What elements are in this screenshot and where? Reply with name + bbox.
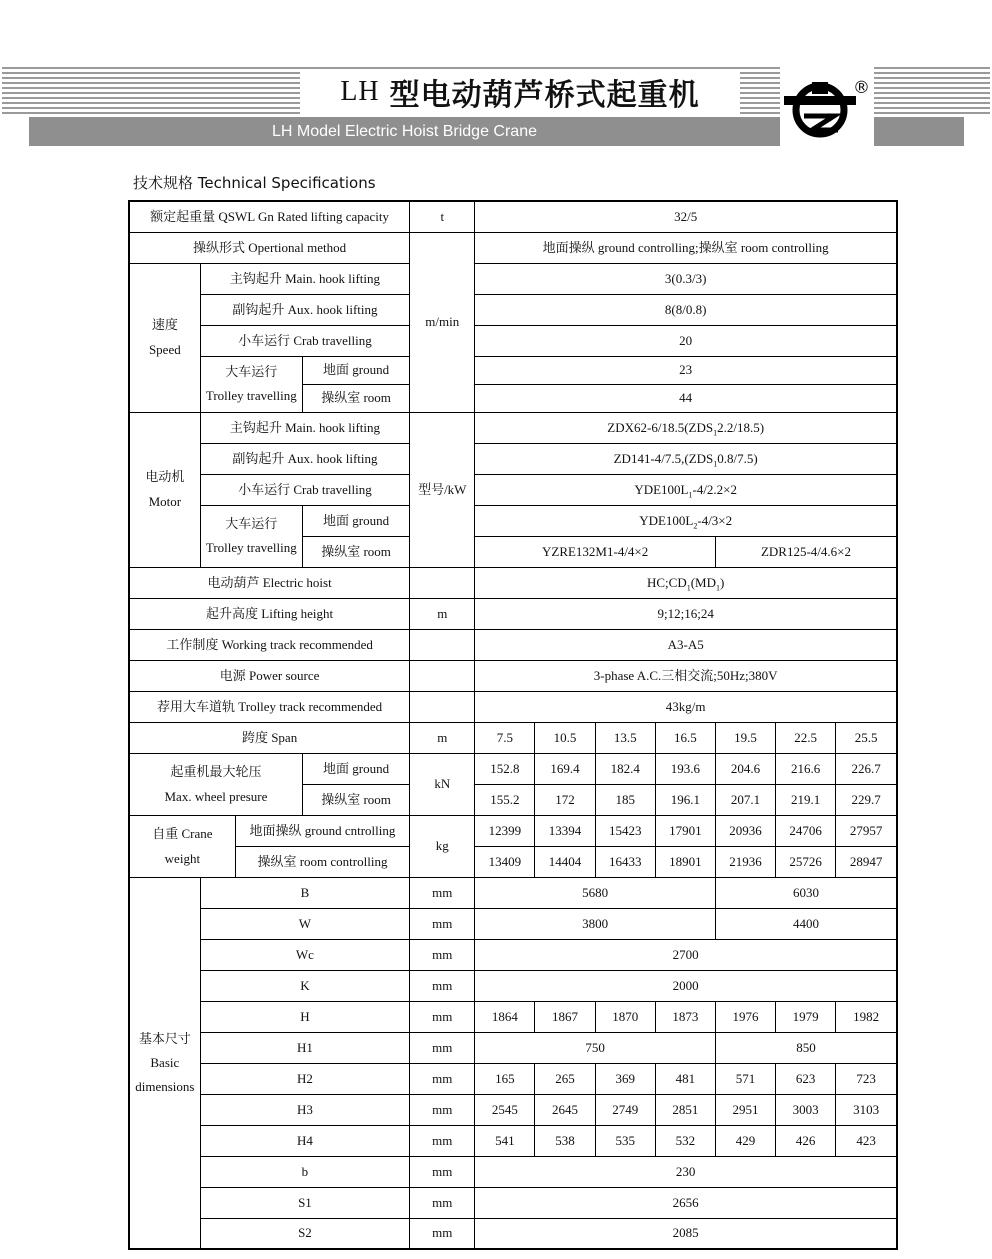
dim-unit: mm [410, 970, 475, 1001]
wheel-cell: 229.7 [836, 784, 897, 815]
dim-unit: mm [410, 877, 475, 908]
wheel-cell: 207.1 [715, 784, 775, 815]
dim-value: 850 [715, 1032, 897, 1063]
operation-value: 地面操纵 ground controlling;操纵室 room controlling [475, 232, 897, 263]
span-cell: 19.5 [715, 722, 775, 753]
table-row [129, 1001, 897, 1032]
motor-trolley-cn: 大车运行 [225, 516, 278, 531]
speed-ground-label: 地面 ground [302, 356, 409, 384]
speed-main-hook-label: 主钩起升 Main. hook lifting [200, 263, 410, 294]
table-row [129, 1063, 897, 1094]
value-subscript: 2 [693, 521, 698, 531]
spec-table [128, 200, 898, 1250]
value-subscript: 1 [688, 490, 693, 500]
table-row [129, 201, 897, 232]
dim-unit: mm [410, 1187, 475, 1218]
dim-cell: 369 [595, 1063, 655, 1094]
dim-value: 4400 [715, 908, 897, 939]
wheel-cell: 216.6 [776, 753, 836, 784]
dim-cell: 532 [655, 1125, 715, 1156]
wheel-cell: 185 [595, 784, 655, 815]
table-row [129, 474, 897, 505]
dim-cell: 535 [595, 1125, 655, 1156]
table-row [129, 629, 897, 660]
dim-unit: mm [410, 908, 475, 939]
motor-group [129, 412, 200, 567]
weight-cell: 21936 [715, 846, 775, 877]
dim-cell: 426 [776, 1125, 836, 1156]
capacity-unit: t [410, 201, 475, 232]
section-title: 技术规格 Technical Specifications [133, 174, 376, 192]
table-row [129, 660, 897, 691]
duty-label: 工作制度 Working track recommended [129, 629, 410, 660]
wheel-cell: 226.7 [836, 753, 897, 784]
table-row [129, 1187, 897, 1218]
value-part: HC;CD [646, 574, 687, 590]
wheel-label [129, 753, 302, 815]
wheel-cell: 155.2 [475, 784, 535, 815]
dim-cell: 571 [715, 1063, 775, 1094]
motor-trolley-label [200, 505, 302, 567]
dim-value: 2085 [475, 1218, 897, 1249]
table-row [129, 598, 897, 629]
motor-group-cn: 电动机 [145, 469, 185, 484]
dim-cell: 541 [475, 1125, 535, 1156]
brand-logo [782, 72, 872, 146]
dim-cell: 2851 [655, 1094, 715, 1125]
dim-cell: 3003 [776, 1094, 836, 1125]
table-row [129, 877, 897, 908]
dim-cell: 1870 [595, 1001, 655, 1032]
dim-value: 230 [475, 1156, 897, 1187]
wheel-unit: kN [410, 753, 475, 815]
wheel-ground-label: 地面 ground [302, 753, 409, 784]
weight-cell: 14404 [535, 846, 595, 877]
dim-cell: 3103 [836, 1094, 897, 1125]
table-row [129, 356, 897, 384]
value-part: 2.2/18.5) [717, 419, 765, 435]
motor-room-value-a: YZRE132M1-4/4×2 [475, 536, 716, 567]
dim-label: H2 [200, 1063, 410, 1094]
header-band-right [874, 117, 964, 146]
weight-label [129, 815, 235, 877]
wheel-cell: 193.6 [655, 753, 715, 784]
dim-cell: 2749 [595, 1094, 655, 1125]
track-value: 43kg/m [475, 691, 897, 722]
speed-main-hook-value: 3(0.3/3) [475, 263, 897, 294]
weight-label-cn: 自重 Crane [152, 825, 213, 841]
weight-cell: 17901 [655, 815, 715, 846]
weight-cell: 16433 [595, 846, 655, 877]
dim-label: b [200, 1156, 410, 1187]
span-cell: 16.5 [655, 722, 715, 753]
value-part: -4/3×2 [697, 512, 733, 528]
span-cell: 25.5 [836, 722, 897, 753]
registered-mark: ® [853, 78, 870, 98]
speed-crab-label: 小车运行 Crab travelling [200, 325, 410, 356]
wheel-cell: 219.1 [776, 784, 836, 815]
power-value: 3-phase A.C.三相交流;50Hz;380V [475, 660, 897, 691]
capacity-value: 32/5 [475, 201, 897, 232]
dim-label: S2 [200, 1218, 410, 1249]
title-cn: 型电动葫芦桥式起重机 [389, 78, 700, 113]
dim-cell: 1867 [535, 1001, 595, 1032]
motor-group-en: Motor [148, 494, 182, 509]
dim-value: 6030 [715, 877, 897, 908]
value-subscript: 1 [713, 459, 718, 469]
dim-label: W [200, 908, 410, 939]
table-row [129, 443, 897, 474]
table-row [129, 294, 897, 325]
hoist-value [475, 567, 897, 598]
dim-unit: mm [410, 939, 475, 970]
speed-group-en: Speed [148, 342, 181, 357]
table-row [129, 970, 897, 1001]
wheel-cell: 196.1 [655, 784, 715, 815]
dim-label: H1 [200, 1032, 410, 1063]
value-part: -4/2.2×2 [692, 481, 738, 497]
table-row [129, 567, 897, 598]
dim-cell: 723 [836, 1063, 897, 1094]
operation-label: 操纵形式 Opertional method [129, 232, 410, 263]
weight-cell: 27957 [836, 815, 897, 846]
span-label: 跨度 Span [129, 722, 410, 753]
dim-unit: mm [410, 1156, 475, 1187]
capacity-label: 额定起重量 QSWL Gn Rated lifting capacity [129, 201, 410, 232]
motor-ground-value [475, 505, 897, 536]
speed-room-value: 44 [475, 384, 897, 412]
lifting-height-value: 9;12;16;24 [475, 598, 897, 629]
dim-value: 750 [475, 1032, 716, 1063]
table-row [129, 1125, 897, 1156]
dim-cell: 1979 [776, 1001, 836, 1032]
dim-value: 3800 [475, 908, 716, 939]
motor-main-hook-label: 主钩起升 Main. hook lifting [200, 412, 410, 443]
table-row [129, 325, 897, 356]
value-part: YDE100L [634, 481, 689, 497]
dim-unit: mm [410, 1032, 475, 1063]
motor-unit: 型号/kW [410, 412, 475, 567]
dim-cell: 423 [836, 1125, 897, 1156]
table-row [129, 722, 897, 753]
table-row [129, 815, 897, 846]
motor-ground-label: 地面 ground [302, 505, 409, 536]
dim-cell: 2545 [475, 1094, 535, 1125]
dim-unit: mm [410, 1094, 475, 1125]
track-label: 荐用大车道轨 Trolley track recommended [129, 691, 410, 722]
dim-unit: mm [410, 1063, 475, 1094]
motor-room-value-b: ZDR125-4/4.6×2 [715, 536, 897, 567]
wheel-cell: 182.4 [595, 753, 655, 784]
dim-cell: 2645 [535, 1094, 595, 1125]
span-cell: 7.5 [475, 722, 535, 753]
dim-cell: 1982 [836, 1001, 897, 1032]
wheel-cell: 172 [535, 784, 595, 815]
value-part: (MD [690, 574, 716, 590]
value-subscript: 1 [686, 583, 691, 593]
lifting-height-label: 起升高度 Lifting height [129, 598, 410, 629]
weight-cell: 13409 [475, 846, 535, 877]
empty-unit [410, 660, 475, 691]
weight-cell: 15423 [595, 815, 655, 846]
table-row [129, 1218, 897, 1249]
dim-unit: mm [410, 1125, 475, 1156]
dim-value: 2000 [475, 970, 897, 1001]
dim-label: H [200, 1001, 410, 1032]
wheel-cell: 204.6 [715, 753, 775, 784]
speed-crab-value: 20 [475, 325, 897, 356]
span-cell: 13.5 [595, 722, 655, 753]
dim-label: B [200, 877, 410, 908]
motor-aux-hook-value [475, 443, 897, 474]
dim-label: Wc [200, 939, 410, 970]
weight-label-en: weight [164, 850, 201, 866]
speed-room-label: 操纵室 room [302, 384, 409, 412]
dim-label: H4 [200, 1125, 410, 1156]
table-row [129, 505, 897, 536]
dims-group-en2: dimensions [135, 1078, 195, 1094]
dim-cell: 1873 [655, 1001, 715, 1032]
dim-label: S1 [200, 1187, 410, 1218]
wheel-cell: 152.8 [475, 753, 535, 784]
dim-value: 5680 [475, 877, 716, 908]
header-stripes-right [874, 67, 990, 117]
motor-main-hook-value [475, 412, 897, 443]
dim-cell: 1864 [475, 1001, 535, 1032]
title-prefix: LH [340, 76, 380, 107]
empty-unit [410, 629, 475, 660]
table-row [129, 691, 897, 722]
dims-group-cn: 基本尺寸 [138, 1030, 191, 1046]
speed-group-cn: 速度 [151, 317, 178, 332]
value-subscript: 1 [716, 583, 720, 593]
value-part: ) [720, 574, 725, 590]
weight-cell: 13394 [535, 815, 595, 846]
speed-group [129, 263, 200, 412]
wheel-cell: 169.4 [535, 753, 595, 784]
weight-room-label: 操纵室 room controlling [235, 846, 409, 877]
span-unit: m [410, 722, 475, 753]
motor-crab-value [475, 474, 897, 505]
lifting-height-unit: m [410, 598, 475, 629]
power-label: 电源 Power source [129, 660, 410, 691]
weight-cell: 24706 [776, 815, 836, 846]
dim-label: K [200, 970, 410, 1001]
dim-value: 2656 [475, 1187, 897, 1218]
weight-cell: 20936 [715, 815, 775, 846]
motor-room-label: 操纵室 room [302, 536, 409, 567]
weight-ground-label: 地面操纵 ground cntrolling [235, 815, 409, 846]
table-row [129, 908, 897, 939]
speed-trolley-label [200, 356, 302, 412]
dim-label: H3 [200, 1094, 410, 1125]
wheel-label-cn: 起重机最大轮压 [170, 763, 262, 779]
page-title [300, 70, 740, 114]
span-cell: 10.5 [535, 722, 595, 753]
duty-value: A3-A5 [475, 629, 897, 660]
empty-unit [410, 691, 475, 722]
value-part: ZDX62-6/18.5(ZDS [607, 419, 714, 435]
weight-cell: 18901 [655, 846, 715, 877]
value-part: ZD141-4/7.5,(ZDS [613, 450, 714, 466]
wheel-label-en: Max. wheel presure [164, 788, 268, 804]
dim-value: 2700 [475, 939, 897, 970]
dim-unit: mm [410, 1001, 475, 1032]
weight-cell: 12399 [475, 815, 535, 846]
motor-crab-label: 小车运行 Crab travelling [200, 474, 410, 505]
value-subscript: 1 [713, 428, 718, 438]
speed-aux-hook-label: 副钩起升 Aux. hook lifting [200, 294, 410, 325]
motor-trolley-en: Trolley travelling [205, 540, 297, 555]
speed-unit: m/min [410, 232, 475, 412]
dim-cell: 623 [776, 1063, 836, 1094]
weight-unit: kg [410, 815, 475, 877]
table-row [129, 939, 897, 970]
weight-cell: 28947 [836, 846, 897, 877]
table-row [129, 232, 897, 263]
dim-cell: 429 [715, 1125, 775, 1156]
dim-unit: mm [410, 1218, 475, 1249]
dim-cell: 538 [535, 1125, 595, 1156]
speed-aux-hook-value: 8(8/0.8) [475, 294, 897, 325]
page-subtitle: LH Model Electric Hoist Bridge Crane [272, 123, 537, 140]
wheel-room-label: 操纵室 room [302, 784, 409, 815]
motor-aux-hook-label: 副钩起升 Aux. hook lifting [200, 443, 410, 474]
span-cell: 22.5 [776, 722, 836, 753]
table-row [129, 1094, 897, 1125]
value-part: YDE100L [639, 512, 694, 528]
dims-group [129, 877, 200, 1249]
dim-cell: 165 [475, 1063, 535, 1094]
dims-group-en1: Basic [150, 1054, 180, 1070]
table-row [129, 846, 897, 877]
table-row [129, 263, 897, 294]
speed-trolley-en: Trolley travelling [205, 388, 297, 403]
crane-logo-icon [782, 72, 862, 146]
table-row [129, 1032, 897, 1063]
table-row [129, 753, 897, 784]
value-part: 0.8/7.5) [717, 450, 758, 466]
weight-cell: 25726 [776, 846, 836, 877]
table-row [129, 1156, 897, 1187]
dim-cell: 2951 [715, 1094, 775, 1125]
dim-cell: 1976 [715, 1001, 775, 1032]
empty-unit [410, 567, 475, 598]
speed-trolley-cn: 大车运行 [225, 364, 278, 379]
dim-cell: 481 [655, 1063, 715, 1094]
speed-ground-value: 23 [475, 356, 897, 384]
table-row [129, 412, 897, 443]
dim-cell: 265 [535, 1063, 595, 1094]
hoist-label: 电动葫芦 Electric hoist [129, 567, 410, 598]
